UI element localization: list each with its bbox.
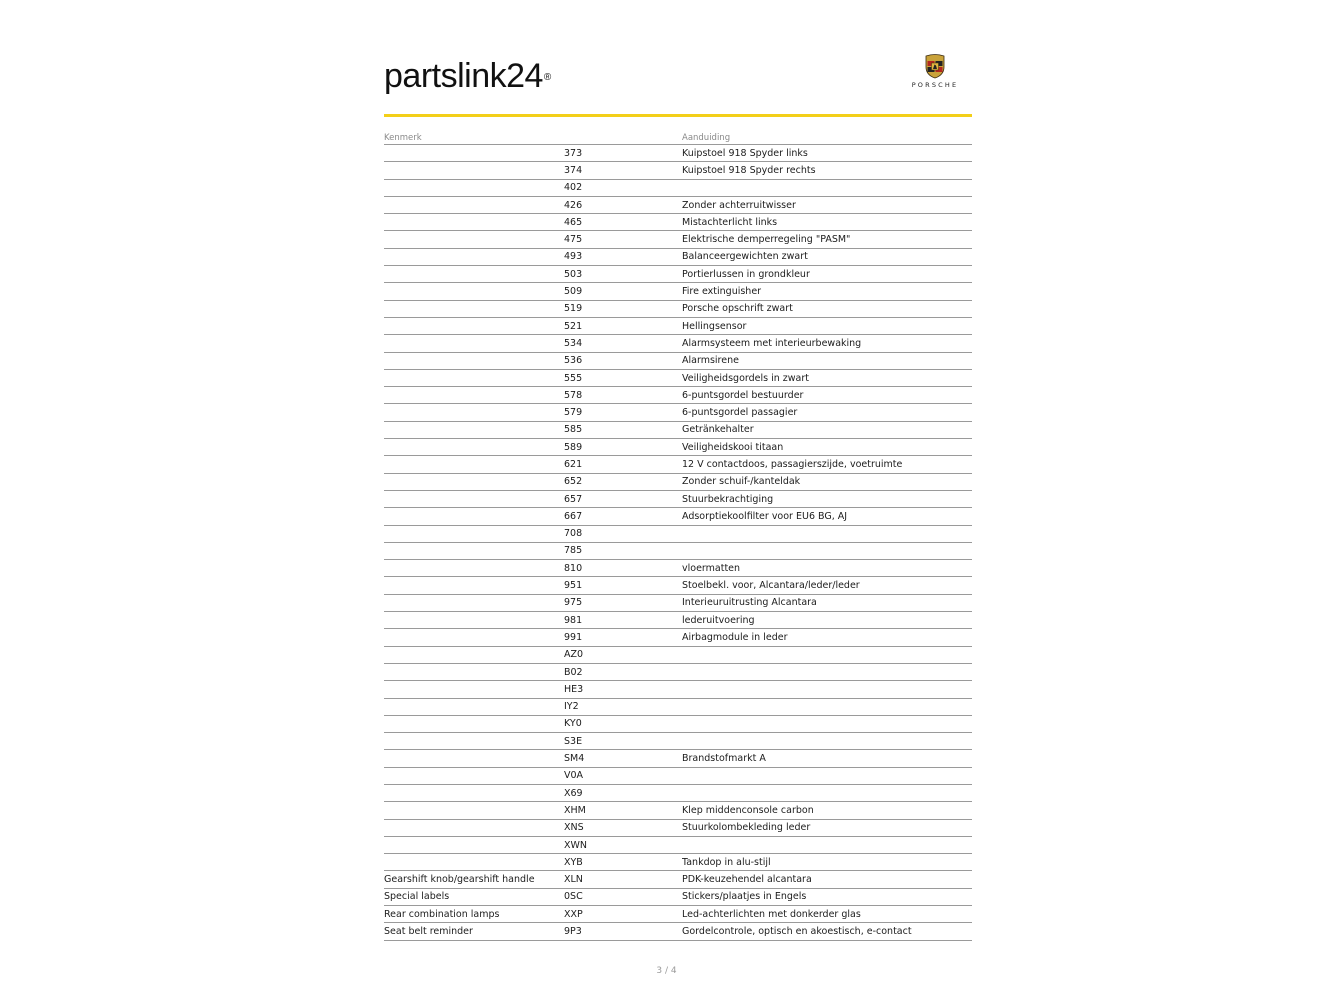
page-header [384, 0, 972, 112]
table-row [384, 906, 972, 923]
column-header-aanduiding: Aanduiding [682, 129, 972, 145]
cell-aanduiding: Airbagmodule in leder [682, 629, 972, 646]
cell-aanduiding: 6-puntsgordel passagier [682, 404, 972, 421]
cell-kenmerk [384, 663, 564, 680]
cell-code: KY0 [564, 715, 682, 732]
cell-code: 373 [564, 145, 682, 162]
page-number: 3 / 4 [656, 966, 677, 976]
cell-aanduiding [682, 836, 972, 853]
cell-code: 652 [564, 473, 682, 490]
cell-code: 555 [564, 369, 682, 386]
cell-code: 578 [564, 387, 682, 404]
cell-code: 810 [564, 560, 682, 577]
accent-divider [384, 114, 972, 117]
table-row [384, 560, 972, 577]
column-header-kenmerk: Kenmerk [384, 129, 564, 145]
cell-aanduiding: Stuurkolombekleding leder [682, 819, 972, 836]
cell-aanduiding: Stickers/plaatjes in Engels [682, 888, 972, 905]
table-row [384, 404, 972, 421]
cell-aanduiding: Porsche opschrift zwart [682, 300, 972, 317]
table-row [384, 317, 972, 334]
logo-text: partslink24 [384, 57, 543, 95]
cell-aanduiding: Kuipstoel 918 Spyder rechts [682, 162, 972, 179]
document-page [384, 0, 972, 941]
cell-kenmerk [384, 836, 564, 853]
cell-kenmerk [384, 456, 564, 473]
table-row [384, 819, 972, 836]
cell-aanduiding: Kuipstoel 918 Spyder links [682, 145, 972, 162]
table-row [384, 836, 972, 853]
cell-kenmerk [384, 560, 564, 577]
cell-aanduiding [682, 698, 972, 715]
cell-code: 475 [564, 231, 682, 248]
cell-kenmerk [384, 439, 564, 456]
table-row [384, 784, 972, 801]
cell-code: 0SC [564, 888, 682, 905]
cell-aanduiding: Veiligheidskooi titaan [682, 439, 972, 456]
table-row [384, 923, 972, 940]
cell-kenmerk [384, 594, 564, 611]
table-row [384, 248, 972, 265]
cell-aanduiding: Adsorptiekoolfilter voor EU6 BG, AJ [682, 508, 972, 525]
table-row [384, 335, 972, 352]
cell-aanduiding [682, 525, 972, 542]
cell-aanduiding: Stoelbekl. voor, Alcantara/leder/leder [682, 577, 972, 594]
cell-kenmerk [384, 317, 564, 334]
table-row [384, 387, 972, 404]
cell-aanduiding: Hellingsensor [682, 317, 972, 334]
cell-kenmerk [384, 369, 564, 386]
cell-code: XLN [564, 871, 682, 888]
cell-code: 374 [564, 162, 682, 179]
cell-code: 503 [564, 266, 682, 283]
cell-code: 708 [564, 525, 682, 542]
cell-code: 785 [564, 542, 682, 559]
cell-code: 536 [564, 352, 682, 369]
cell-aanduiding: Interieuruitrusting Alcantara [682, 594, 972, 611]
cell-kenmerk [384, 508, 564, 525]
cell-kenmerk [384, 819, 564, 836]
cell-code: V0A [564, 767, 682, 784]
cell-kenmerk [384, 421, 564, 438]
cell-aanduiding: Elektrische demperregeling "PASM" [682, 231, 972, 248]
cell-kenmerk [384, 162, 564, 179]
cell-kenmerk [384, 525, 564, 542]
table-row [384, 473, 972, 490]
table-row [384, 196, 972, 213]
table-row [384, 145, 972, 162]
cell-aanduiding: Mistachterlicht links [682, 214, 972, 231]
table-row [384, 214, 972, 231]
cell-aanduiding [682, 733, 972, 750]
column-header-code [564, 129, 682, 145]
table-row [384, 646, 972, 663]
cell-code: HE3 [564, 681, 682, 698]
cell-kenmerk [384, 179, 564, 196]
table-row [384, 231, 972, 248]
cell-aanduiding: lederuitvoering [682, 612, 972, 629]
cell-kenmerk: Special labels [384, 888, 564, 905]
cell-kenmerk [384, 214, 564, 231]
cell-code: 534 [564, 335, 682, 352]
cell-kenmerk [384, 231, 564, 248]
cell-kenmerk: Rear combination lamps [384, 906, 564, 923]
cell-code: B02 [564, 663, 682, 680]
table-row [384, 456, 972, 473]
cell-aanduiding: 12 V contactdoos, passagierszijde, voetruimte [682, 456, 972, 473]
cell-aanduiding: PDK-keuzehendel alcantara [682, 871, 972, 888]
cell-kenmerk [384, 750, 564, 767]
cell-code: 9P3 [564, 923, 682, 940]
cell-code: XNS [564, 819, 682, 836]
table-row [384, 871, 972, 888]
cell-aanduiding: 6-puntsgordel bestuurder [682, 387, 972, 404]
cell-kenmerk [384, 577, 564, 594]
cell-kenmerk [384, 854, 564, 871]
cell-aanduiding: Fire extinguisher [682, 283, 972, 300]
table-row [384, 577, 972, 594]
cell-kenmerk [384, 542, 564, 559]
cell-aanduiding: Portierlussen in grondkleur [682, 266, 972, 283]
cell-code: 991 [564, 629, 682, 646]
cell-code: SM4 [564, 750, 682, 767]
table-row [384, 266, 972, 283]
table-row [384, 854, 972, 871]
cell-code: 579 [564, 404, 682, 421]
table-row [384, 542, 972, 559]
cell-aanduiding [682, 784, 972, 801]
cell-aanduiding [682, 179, 972, 196]
cell-code: 519 [564, 300, 682, 317]
cell-code: IY2 [564, 698, 682, 715]
cell-aanduiding: Zonder schuif-/kanteldak [682, 473, 972, 490]
cell-kenmerk [384, 681, 564, 698]
cell-code: 521 [564, 317, 682, 334]
cell-aanduiding: Klep middenconsole carbon [682, 802, 972, 819]
cell-kenmerk [384, 715, 564, 732]
cell-code: AZ0 [564, 646, 682, 663]
table-row [384, 300, 972, 317]
table-header-row [384, 129, 972, 145]
cell-code: 493 [564, 248, 682, 265]
cell-code: 426 [564, 196, 682, 213]
cell-code: 402 [564, 179, 682, 196]
cell-aanduiding: Led-achterlichten met donkerder glas [682, 906, 972, 923]
cell-kenmerk [384, 352, 564, 369]
table-row [384, 629, 972, 646]
table-row [384, 802, 972, 819]
cell-code: 981 [564, 612, 682, 629]
table-row [384, 352, 972, 369]
table-row [384, 439, 972, 456]
cell-aanduiding [682, 767, 972, 784]
cell-aanduiding: Alarmsysteem met interieurbewaking [682, 335, 972, 352]
cell-kenmerk [384, 248, 564, 265]
table-row [384, 663, 972, 680]
features-table [384, 129, 972, 941]
cell-code: 509 [564, 283, 682, 300]
cell-aanduiding: Veiligheidsgordels in zwart [682, 369, 972, 386]
cell-kenmerk [384, 283, 564, 300]
cell-code: X69 [564, 784, 682, 801]
cell-kenmerk [384, 733, 564, 750]
cell-kenmerk: Gearshift knob/gearshift handle [384, 871, 564, 888]
table-row [384, 490, 972, 507]
cell-kenmerk [384, 629, 564, 646]
cell-aanduiding: Brandstofmarkt A [682, 750, 972, 767]
partslink24-logo [384, 56, 551, 96]
cell-kenmerk [384, 266, 564, 283]
table-row [384, 525, 972, 542]
cell-kenmerk [384, 145, 564, 162]
cell-kenmerk [384, 473, 564, 490]
registered-mark: ® [543, 72, 551, 83]
cell-aanduiding [682, 663, 972, 680]
cell-kenmerk: Seat belt reminder [384, 923, 564, 940]
cell-code: XHM [564, 802, 682, 819]
cell-aanduiding: Gordelcontrole, optisch en akoestisch, e-contact [682, 923, 972, 940]
table-row [384, 179, 972, 196]
porsche-logo [900, 54, 970, 92]
cell-kenmerk [384, 698, 564, 715]
table-row [384, 421, 972, 438]
cell-aanduiding: Tankdop in alu-stijl [682, 854, 972, 871]
cell-code: 621 [564, 456, 682, 473]
cell-kenmerk [384, 646, 564, 663]
table-row [384, 612, 972, 629]
cell-aanduiding [682, 646, 972, 663]
cell-kenmerk [384, 387, 564, 404]
cell-kenmerk [384, 612, 564, 629]
cell-code: 657 [564, 490, 682, 507]
table-row [384, 283, 972, 300]
cell-aanduiding: Zonder achterruitwisser [682, 196, 972, 213]
cell-aanduiding: Stuurbekrachtiging [682, 490, 972, 507]
cell-aanduiding: Getränkehalter [682, 421, 972, 438]
cell-code: XWN [564, 836, 682, 853]
cell-kenmerk [384, 300, 564, 317]
cell-kenmerk [384, 196, 564, 213]
cell-aanduiding [682, 542, 972, 559]
table-row [384, 681, 972, 698]
table-row [384, 888, 972, 905]
table-row [384, 594, 972, 611]
cell-code: 951 [564, 577, 682, 594]
cell-kenmerk [384, 490, 564, 507]
table-row [384, 369, 972, 386]
cell-kenmerk [384, 784, 564, 801]
cell-aanduiding: vloermatten [682, 560, 972, 577]
porsche-wordmark: PORSCHE [911, 81, 959, 89]
porsche-crest-icon [925, 54, 945, 79]
cell-aanduiding [682, 715, 972, 732]
table-row [384, 750, 972, 767]
table-row [384, 715, 972, 732]
table-row [384, 162, 972, 179]
cell-code: S3E [564, 733, 682, 750]
cell-code: 465 [564, 214, 682, 231]
cell-kenmerk [384, 767, 564, 784]
cell-code: 585 [564, 421, 682, 438]
cell-aanduiding: Balanceergewichten zwart [682, 248, 972, 265]
cell-kenmerk [384, 335, 564, 352]
table-row [384, 698, 972, 715]
cell-code: 667 [564, 508, 682, 525]
table-row [384, 767, 972, 784]
cell-aanduiding: Alarmsirene [682, 352, 972, 369]
cell-code: XYB [564, 854, 682, 871]
cell-kenmerk [384, 802, 564, 819]
table-row [384, 508, 972, 525]
cell-code: 975 [564, 594, 682, 611]
cell-code: 589 [564, 439, 682, 456]
cell-aanduiding [682, 681, 972, 698]
table-row [384, 733, 972, 750]
cell-kenmerk [384, 404, 564, 421]
cell-code: XXP [564, 906, 682, 923]
